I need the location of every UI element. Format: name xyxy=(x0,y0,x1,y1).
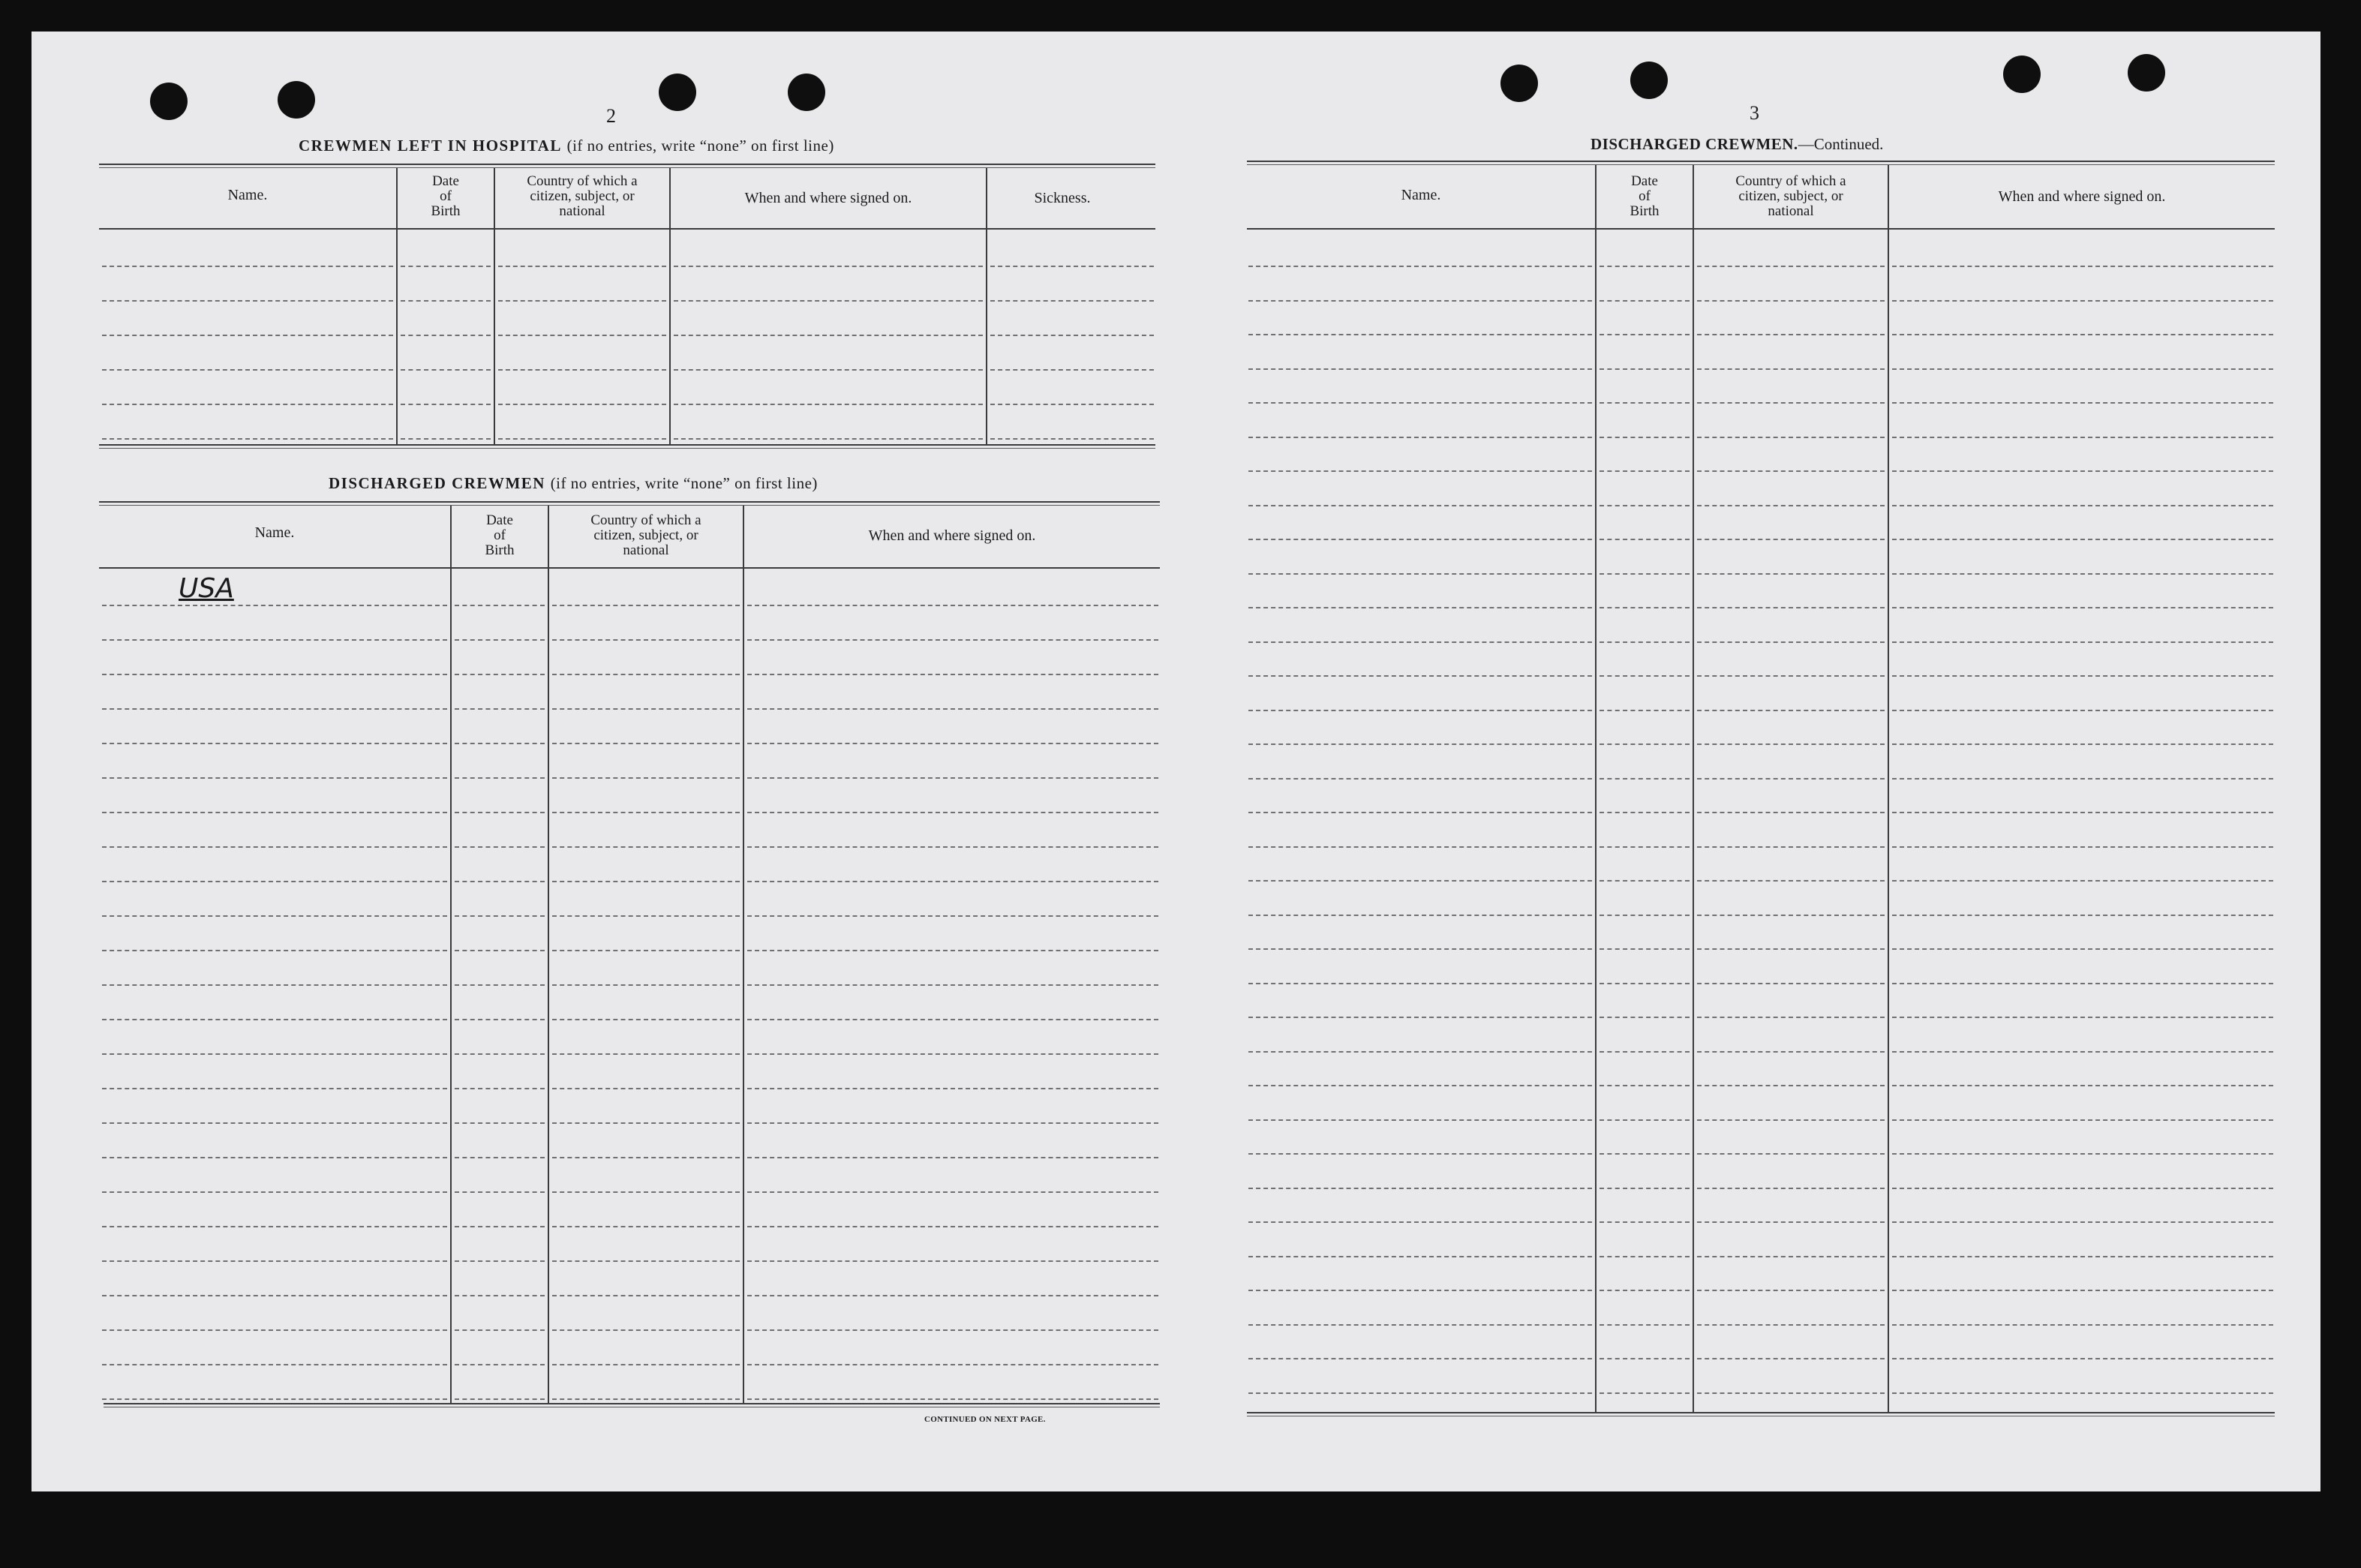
ruled-line xyxy=(1892,437,2273,438)
section-title-suffix: —Continued. xyxy=(1798,135,1884,153)
column-divider xyxy=(1888,165,1889,1413)
ruled-line xyxy=(1600,1358,1690,1359)
ruled-line xyxy=(1248,1221,1592,1223)
ruled-line xyxy=(1248,1051,1592,1053)
form-page-spread xyxy=(32,32,2320,1491)
ruled-line xyxy=(1697,1153,1885,1155)
ruled-line xyxy=(1248,1324,1592,1326)
ruled-line xyxy=(1600,437,1690,438)
ruled-line xyxy=(1697,334,1885,335)
ruled-line xyxy=(1248,1153,1592,1155)
ruled-line xyxy=(1697,1017,1885,1018)
ruled-line xyxy=(1697,539,1885,540)
ruled-line xyxy=(1248,505,1592,506)
col-name-header: Name. xyxy=(1401,187,1441,203)
ruled-line xyxy=(1892,983,2273,984)
ruled-line xyxy=(1892,368,2273,370)
ruled-line xyxy=(1600,983,1690,984)
ruled-line xyxy=(1600,1290,1690,1291)
ruled-line xyxy=(1600,266,1690,267)
ruled-line xyxy=(1892,402,2273,404)
col-country-header: Country of which a citizen, subject, or national xyxy=(1735,173,1846,219)
ruled-line xyxy=(1600,915,1690,916)
ruled-line xyxy=(1248,948,1592,950)
ruled-line xyxy=(1892,470,2273,472)
ruled-line xyxy=(1697,573,1885,575)
ruled-line xyxy=(1697,1221,1885,1223)
ruled-line xyxy=(1600,743,1690,745)
ruled-line xyxy=(1892,1188,2273,1189)
ruled-line xyxy=(1892,880,2273,882)
rule xyxy=(1247,164,2275,165)
ruled-line xyxy=(1248,1017,1592,1018)
ruled-line xyxy=(1892,607,2273,608)
ruled-line xyxy=(1697,1119,1885,1121)
ruled-line xyxy=(1892,1358,2273,1359)
ruled-line xyxy=(1248,880,1592,882)
ruled-line xyxy=(1600,1017,1690,1018)
ruled-line xyxy=(1600,334,1690,335)
col-name-header: Name. xyxy=(254,524,295,541)
ruled-line xyxy=(1892,915,2273,916)
col-when-header: When and where signed on. xyxy=(868,527,1036,544)
ruled-line xyxy=(1248,846,1592,848)
ruled-line xyxy=(1600,1153,1690,1155)
ruled-line xyxy=(1600,1119,1690,1121)
ruled-line xyxy=(1248,743,1592,745)
ruled-line xyxy=(1697,1256,1885,1257)
ruled-line xyxy=(1697,675,1885,677)
ruled-line xyxy=(1697,846,1885,848)
ruled-line xyxy=(1892,846,2273,848)
ruled-line xyxy=(1697,743,1885,745)
ruled-line xyxy=(1600,573,1690,575)
ruled-line xyxy=(1892,1290,2273,1291)
ruled-line xyxy=(1697,915,1885,916)
ruled-line xyxy=(1892,334,2273,335)
ruled-line xyxy=(1892,1153,2273,1155)
ruled-line xyxy=(1600,1221,1690,1223)
ruled-line xyxy=(1248,573,1592,575)
ruled-line xyxy=(1600,880,1690,882)
ruled-line xyxy=(1697,1085,1885,1086)
ruled-line xyxy=(1248,710,1592,711)
ruled-line xyxy=(1697,1290,1885,1291)
ruled-line xyxy=(1892,266,2273,267)
ruled-line xyxy=(1248,1085,1592,1086)
col-dob-header: Date of Birth xyxy=(1630,173,1660,219)
ruled-line xyxy=(1600,778,1690,779)
ruled-line xyxy=(1248,300,1592,302)
ruled-line xyxy=(1248,368,1592,370)
rule xyxy=(1247,161,2275,162)
ruled-line xyxy=(1600,402,1690,404)
ruled-line xyxy=(1248,266,1592,267)
ruled-line xyxy=(1600,846,1690,848)
ruled-line xyxy=(1697,505,1885,506)
ruled-line xyxy=(1600,1256,1690,1257)
ruled-line xyxy=(1697,983,1885,984)
ruled-line xyxy=(1600,1324,1690,1326)
ruled-line xyxy=(1248,778,1592,779)
ruled-line xyxy=(1697,1358,1885,1359)
ruled-line xyxy=(1697,470,1885,472)
ruled-line xyxy=(1248,437,1592,438)
ruled-line xyxy=(1248,539,1592,540)
ruled-line xyxy=(1697,300,1885,302)
ruled-line xyxy=(1892,641,2273,643)
ruled-line xyxy=(1892,812,2273,813)
ruled-line xyxy=(1697,1324,1885,1326)
ruled-line xyxy=(1892,300,2273,302)
ruled-line xyxy=(1600,1085,1690,1086)
ruled-line xyxy=(1697,437,1885,438)
ruled-line xyxy=(1248,1119,1592,1121)
ruled-line xyxy=(1892,1017,2273,1018)
ruled-line xyxy=(1697,778,1885,779)
ruled-line xyxy=(1697,880,1885,882)
ruled-line xyxy=(1600,300,1690,302)
ruled-line xyxy=(1600,641,1690,643)
col-dob-header: Date of Birth xyxy=(431,173,461,219)
ruled-line xyxy=(1697,812,1885,813)
ruled-line xyxy=(1600,539,1690,540)
ruled-line xyxy=(1248,1290,1592,1291)
column-divider xyxy=(1595,165,1597,1413)
section-title-text: CREWMEN LEFT IN HOSPITAL xyxy=(299,137,562,155)
ruled-line xyxy=(1697,266,1885,267)
ruled-line xyxy=(1600,368,1690,370)
ruled-line xyxy=(1892,1085,2273,1086)
handwritten-entry: USA xyxy=(179,573,234,604)
ruled-line xyxy=(1600,1392,1690,1394)
ruled-line xyxy=(1697,710,1885,711)
ruled-line xyxy=(1248,675,1592,677)
ruled-line xyxy=(1892,1256,2273,1257)
ruled-line xyxy=(1248,1392,1592,1394)
page-number: 3 xyxy=(1750,102,1759,124)
col-country-header: Country of which a citizen, subject, or national xyxy=(590,512,701,558)
ruled-line xyxy=(1248,1188,1592,1189)
ruled-line xyxy=(1892,1392,2273,1394)
ruled-line xyxy=(1600,1188,1690,1189)
ruled-line xyxy=(1697,948,1885,950)
ruled-line xyxy=(1697,607,1885,608)
ruled-line xyxy=(1248,915,1592,916)
col-country-header: Country of which a citizen, subject, or national xyxy=(527,173,638,219)
ruled-line xyxy=(1697,1188,1885,1189)
right-page xyxy=(32,32,2320,1491)
rule xyxy=(1247,1412,2275,1413)
continued-footer: CONTINUED ON NEXT PAGE. xyxy=(924,1415,1046,1424)
ruled-line xyxy=(1697,1392,1885,1394)
column-divider xyxy=(1693,165,1694,1413)
ruled-line xyxy=(1892,505,2273,506)
ruled-line xyxy=(1892,675,2273,677)
ruled-line xyxy=(1697,641,1885,643)
ruled-line xyxy=(1248,812,1592,813)
ruled-line xyxy=(1892,1221,2273,1223)
ruled-line xyxy=(1892,948,2273,950)
ruled-line xyxy=(1248,334,1592,335)
ruled-line xyxy=(1248,1256,1592,1257)
col-name-header: Name. xyxy=(227,187,268,203)
col-dob-header: Date of Birth xyxy=(485,512,515,558)
ruled-line xyxy=(1248,1358,1592,1359)
ruled-line xyxy=(1248,470,1592,472)
ruled-line xyxy=(1892,1324,2273,1326)
ruled-line xyxy=(1892,1119,2273,1121)
ruled-line xyxy=(1892,573,2273,575)
ruled-line xyxy=(1892,743,2273,745)
col-sickness-header: Sickness. xyxy=(1034,190,1091,206)
ruled-line xyxy=(1600,607,1690,608)
section-title-text: DISCHARGED CREWMEN xyxy=(329,474,545,492)
section-title-text: DISCHARGED CREWMEN. xyxy=(1591,135,1798,153)
ruled-line xyxy=(1600,710,1690,711)
ruled-line xyxy=(1600,1051,1690,1053)
ruled-line xyxy=(1892,778,2273,779)
ruled-line xyxy=(1248,402,1592,404)
col-when-header: When and where signed on. xyxy=(744,190,912,206)
page-number: 2 xyxy=(606,105,616,127)
ruled-line xyxy=(1697,402,1885,404)
ruled-line xyxy=(1892,539,2273,540)
section-title-discharged-continued xyxy=(1591,135,1883,154)
col-when-header: When and where signed on. xyxy=(1998,188,2166,205)
ruled-line xyxy=(1248,641,1592,643)
ruled-line xyxy=(1600,948,1690,950)
ruled-line xyxy=(1892,1051,2273,1053)
ruled-line xyxy=(1600,505,1690,506)
ruled-line xyxy=(1892,710,2273,711)
section-subtitle: (if no entries, write “none” on first line) xyxy=(566,137,834,155)
header-rule xyxy=(1247,228,2275,230)
ruled-line xyxy=(1600,470,1690,472)
section-subtitle: (if no entries, write “none” on first line) xyxy=(550,474,818,492)
ruled-line xyxy=(1600,675,1690,677)
ruled-line xyxy=(1697,368,1885,370)
ruled-line xyxy=(1248,983,1592,984)
ruled-line xyxy=(1697,1051,1885,1053)
ruled-line xyxy=(1248,607,1592,608)
ruled-line xyxy=(1600,812,1690,813)
